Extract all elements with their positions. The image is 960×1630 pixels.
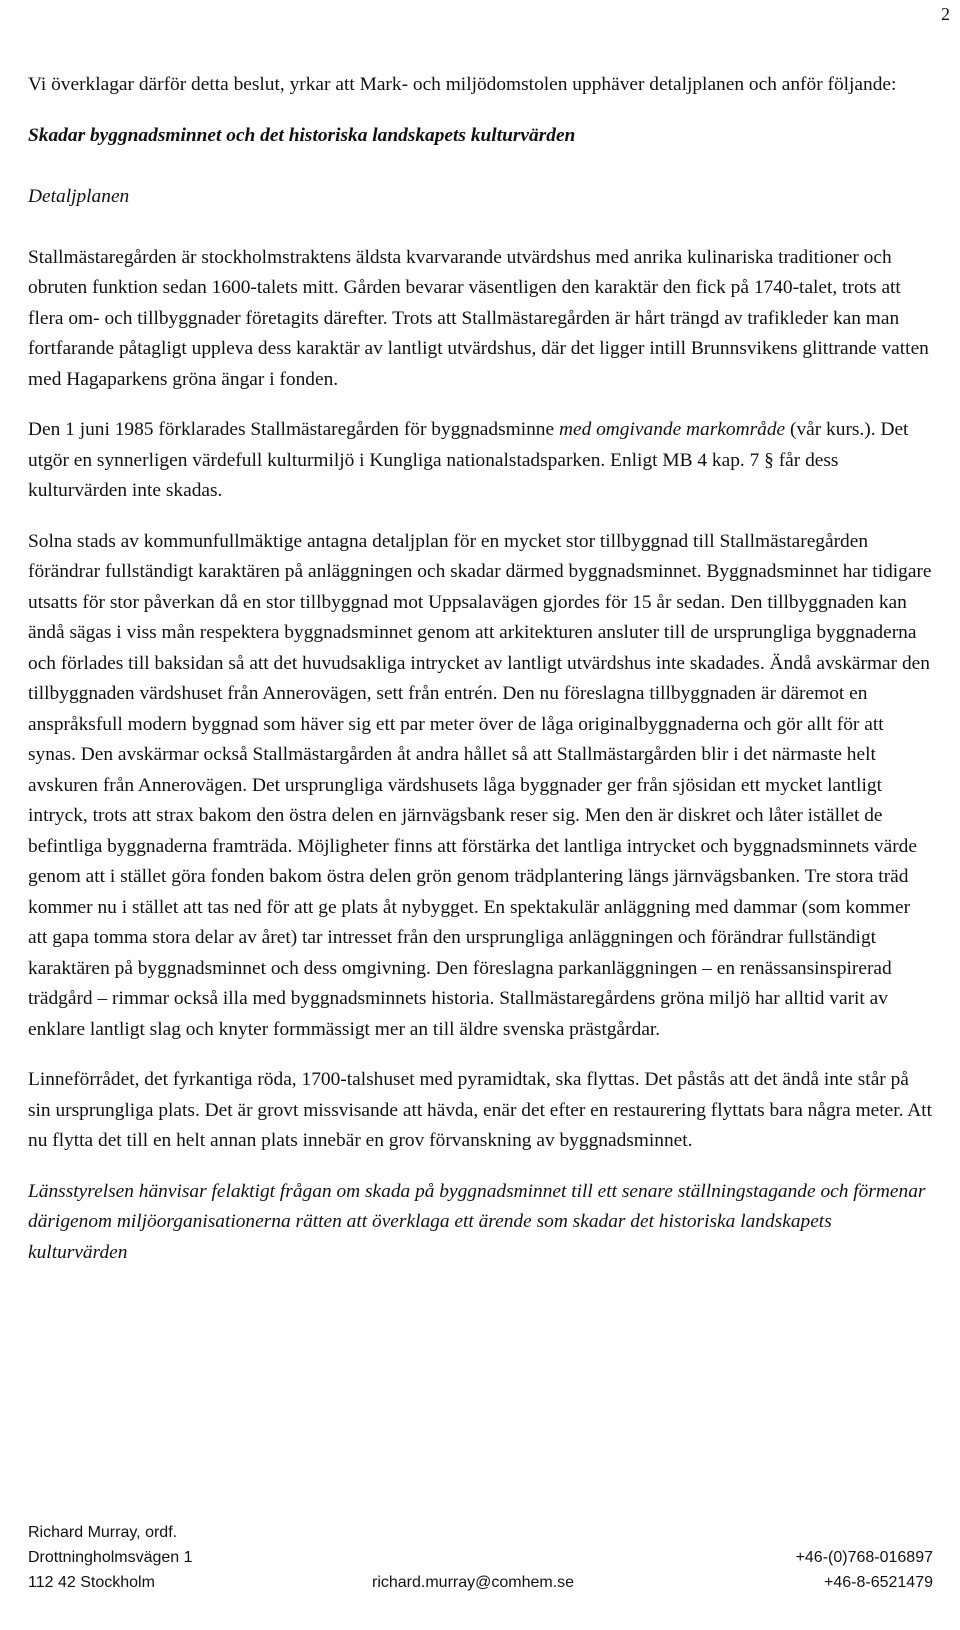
paragraph-byggnadsminne-emphasis: med omgivande markområde [558, 419, 786, 440]
paragraph-lansstyrelsen: Länsstyrelsen hänvisar felaktigt frågan om skada på byggnadsminnet till ett senare ställningstagande och förmenar därigenom miljöorganisationerna rätten att överklaga ett ärende som skadar det historiska landskapets kulturvärden [28, 1180, 926, 1263]
paragraph-history: Stallmästaregården är stockholmstraktens äldsta kvarvarande utvärdshus med anrika kulinariska traditioner och obruten funktion sedan 1600-talets mitt. Gården bevarar väsentligen den karaktär den fick på 1740-talet, trots att flera om- och tillbyggnader företagits därefter. Trots att Stallmästaregården är hårt trängd av trafikleder kan man fortfarande påtagligt uppleva dess karaktär av lantligt utvärdshus, där det ligger intill Brunnsvikens glittrande vatten med Hagaparkens gröna ängar i fonden. [28, 246, 929, 390]
section-heading: Skadar byggnadsminnet och det historiska landskapets kulturvärden [28, 124, 576, 146]
paragraph-detaljplan: Solna stads av kommunfullmäktige antagna detaljplan för en mycket stor tillbyggnad till Stallmästaregården förändrar fullständigt karaktären på anläggningen och skadar därmed byggnadsminnet. Byggnadsminnet har tidigare utsatts för stor påverkan då en stor tillbyggnad mot Uppsalavägen gjordes för 15 år sedan. Den tillbyggnaden kan ändå sägas i viss mån respektera byggnadsminnet genom att arkitekturen ansluter till de ursprungliga byggnaderna och förlades till baksidan så att det huvudsakliga intrycket av lantligt utvärdshus inte skadades. Ändå avskärmar den tillbyggnaden värdshuset från Annerovägen, sett från entrén. Den nu föreslagna tillbyggnaden är däremot en anspråksfull modern byggnad som häver sig ett par meter över de låga originalbyggnaderna och gör allt för att synas. Den avskärmar också Stallmästargården åt andra hållet så att Stallmästargården blir i det närmaste helt avskuren från Annerovägen. Det ursprungliga värdshusets låga byggnader ger från sjösidan ett mycket lantligt intryck, trots att strax bakom den östra delen en järnvägsbank reser sig. Men den är diskret och låter istället de befintliga byggnaderna framträda. Möjligheter finns att förstärka det lantliga intrycket och byggnadsminnets värde genom att i stället göra fonden bakom östra delen grön genom trädplantering längs järnvägsbanken. Tre stora träd kommer nu i stället att tas ned för att ge plats åt nybygget. En spektakulär anläggning med dammar (som kommer att gapa tomma stora delar av året) tar intresset från den ursprungliga anläggningen och förändrar fullständigt karaktären på byggnadsminnet och dess omgivning. Den föreslagna parkanläggningen – en renässansinspirerad trädgård – rimmar också illa med byggnadsminnets historia. Stallmästaregårdens gröna miljö har alltid varit av enklare lantligt slag och knyter formmässigt mer an till äldre svenska prästgårdar. [28, 530, 932, 1040]
footer-name: Richard Murray, ordf. [28, 1524, 178, 1541]
paragraph-linneforradet: Linneförrådet, det fyrkantiga röda, 1700-talshuset med pyramidtak, ska flyttas. Det påstås att det ändå inte står på sin ursprungliga plats. Det är grovt missvisande att hävda, enär det efter en restaurering flyttats bara några meter. Att nu flytta det till en helt annan plats innebär en grov förvanskning av byggnadsminnet. [28, 1069, 933, 1151]
footer-email[interactable]: richard.murray@comhem.se [372, 1574, 575, 1591]
paragraph-byggnadsminne [28, 415, 933, 507]
paragraph-byggnadsminne-part1: Den 1 juni 1985 förklarades Stallmästaregården för byggnadsminne [28, 419, 559, 440]
footer-phone-mobile: +46-(0)768-016897 [795, 1549, 933, 1566]
footer-street: Drottningholmsvägen 1 [28, 1549, 193, 1566]
footer-city: 112 42 Stockholm [28, 1574, 155, 1591]
footer-row-city [28, 1570, 933, 1595]
footer-row-street [28, 1545, 933, 1570]
document-body [28, 70, 933, 1299]
page-number: 2 [941, 4, 950, 24]
intro-paragraph: Vi överklagar därför detta beslut, yrkar att Mark- och miljödomstolen upphäver detaljplanen och anför följande: [28, 74, 897, 95]
footer-contact [28, 1520, 933, 1595]
subheading: Detaljplanen [28, 185, 130, 207]
footer-phone-home: +46-8-6521479 [824, 1574, 933, 1591]
paragraph-byggnadsminne-part2: (vår kurs.). Det utgör en synnerligen värdefull kulturmiljö i Kungliga nationalstadsparken. Enligt MB 4 kap. 7 § får dess kulturvärden inte skadas. [28, 419, 909, 501]
footer-row-name [28, 1520, 933, 1545]
